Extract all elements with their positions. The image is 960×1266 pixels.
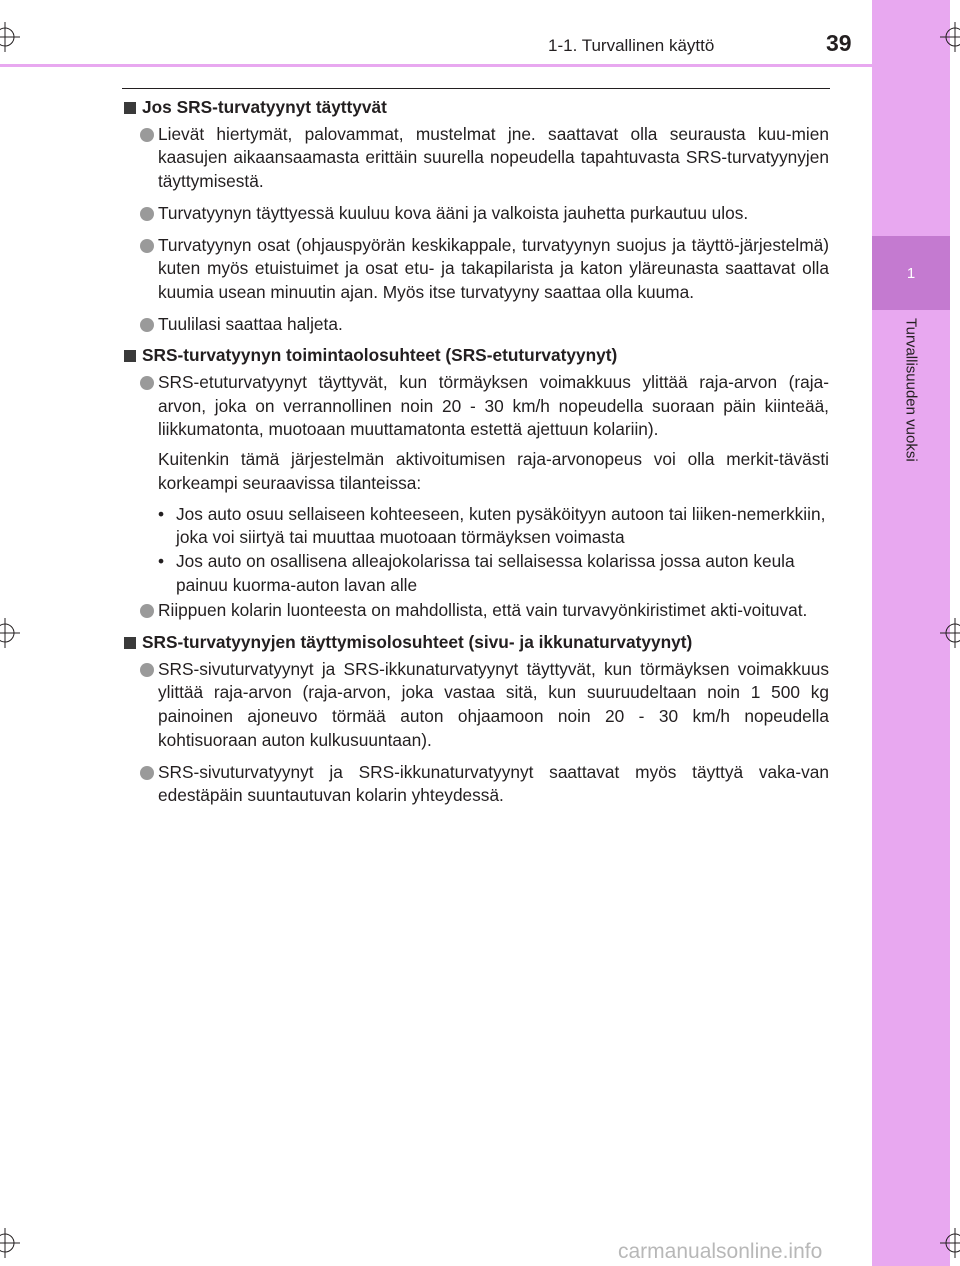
bullet-item: [124, 761, 829, 808]
bullet-text: Lievät hiertymät, palovammat, mustelmat jne. saattavat olla seurausta kuu-mien kaasujen aikaansaamasta erittäin suurella nopeudella tapahtuvasta SRS-turvatyynyjen täyttymisestä.: [158, 123, 829, 192]
crop-mark-icon: [940, 22, 960, 52]
page-content: [124, 96, 829, 816]
bullet-text: Tuulilasi saattaa haljeta.: [158, 313, 343, 334]
section-heading: [124, 96, 829, 120]
section-heading: [124, 631, 829, 655]
chapter-tab-strip: [872, 0, 950, 1266]
round-bullet-icon: [140, 318, 154, 332]
chapter-title: Turvallisuuden vuoksi: [902, 318, 920, 462]
bullet-item: [124, 371, 829, 442]
page-number: 39: [826, 30, 852, 56]
round-bullet-icon: [140, 207, 154, 221]
crop-mark-icon: [0, 1228, 20, 1258]
bullet-text: SRS-sivuturvatyynyt ja SRS-ikkunaturvatyynyt täyttyvät, kun törmäyksen voimakkuus ylittää raja-arvon (raja-arvon, joka vastaa sitä, kun suuruudeltaan noin 1 500 kg painoinen ajoneuvo törmää auton ohjaamoon noin 20 - 30 km/h nopeudella kohtisuoraan auton kulkusuuntaan).: [158, 658, 829, 750]
sub-item: [124, 550, 829, 597]
sub-item: [124, 503, 829, 550]
bullet-item: [124, 123, 829, 194]
section-heading-text: SRS-turvatyynyjen täyttymisolosuhteet (sivu- ja ikkunaturvatyynyt): [142, 632, 693, 653]
crop-mark-icon: [940, 618, 960, 648]
watermark: carmanualsonline.info: [618, 1240, 823, 1263]
chapter-title-vertical: [872, 318, 950, 548]
bullet-text: SRS-etuturvatyynyt täyttyvät, kun törmäyksen voimakkuus ylittää raja-arvon (raja-arvon, joka on verrannollinen noin 20 - 30 km/h nopeudella suoraan päin kiinteää, liikkumatonta, muotoaan muuttamatonta estettä ajettuun kolariin).: [158, 372, 829, 440]
square-bullet-icon: [124, 350, 136, 362]
bullet-item: [124, 313, 829, 337]
header-line: [0, 64, 950, 67]
square-bullet-icon: [124, 637, 136, 649]
crop-mark-icon: [940, 1228, 960, 1258]
round-bullet-icon: [140, 663, 154, 677]
dot-marker-icon: •: [158, 503, 165, 524]
paragraph: Kuitenkin tämä järjestelmän aktivoitumisen raja-arvonopeus voi olla merkit-tävästi korkeampi seuraavissa tilanteissa:: [158, 449, 829, 493]
square-bullet-icon: [124, 102, 136, 114]
bullet-item: [124, 202, 829, 226]
round-bullet-icon: [140, 376, 154, 390]
chapter-number-tab[interactable]: [872, 236, 950, 310]
round-bullet-icon: [140, 766, 154, 780]
round-bullet-icon: [140, 604, 154, 618]
section-heading-text: SRS-turvatyynyn toimintaolosuhteet (SRS-etuturvatyynyt): [142, 345, 618, 366]
crop-mark-icon: [0, 618, 20, 648]
section-title: 1-1. Turvallinen käyttö: [548, 36, 715, 55]
bullet-item: [124, 234, 829, 305]
sub-item-text: Jos auto on osallisena alleajokolarissa tai sellaisessa kolarissa jossa auton keula painuu kuorma-auton lavan alle: [176, 550, 795, 595]
section-heading: [124, 344, 829, 368]
bullet-text: Riippuen kolarin luonteesta on mahdollista, että vain turvavyönkiristimet akti-voituvat.: [158, 600, 808, 621]
bullet-item: [124, 658, 829, 753]
round-bullet-icon: [140, 239, 154, 253]
crop-mark-icon: [0, 22, 20, 52]
bullet-text: Turvatyynyn osat (ohjauspyörän keskikappale, turvatyynyn suojus ja täyttö-järjestelmä) kuten myös etuistuimet ja osat etu- ja takapilarista ja katon yläreunasta saattavat olla kuumia usean minuutin ajan. Myös itse turvatyyny saattaa olla kuuma.: [158, 234, 829, 302]
sub-item-text: Jos auto osuu sellaiseen kohteeseen, kuten pysäköityyn autoon tai liiken-nemerkkiin, joka voi siirtyä tai muuttaa muotoaan törmäyksen voimasta: [176, 503, 826, 548]
bullet-text: SRS-sivuturvatyynyt ja SRS-ikkunaturvatyynyt saattavat myös täyttyä vaka-van edestäpäin suuntautuvan kolarin yhteydessä.: [158, 761, 829, 806]
section-heading-text: Jos SRS-turvatyynyt täyttyvät: [142, 97, 387, 117]
bullet-item: [124, 599, 829, 623]
round-bullet-icon: [140, 128, 154, 142]
content-rule: [122, 88, 830, 89]
dot-marker-icon: •: [158, 550, 165, 571]
chapter-number: 1: [906, 264, 916, 282]
bullet-text: Turvatyynyn täyttyessä kuuluu kova ääni ja valkoista jauhetta purkautuu ulos.: [158, 202, 749, 223]
